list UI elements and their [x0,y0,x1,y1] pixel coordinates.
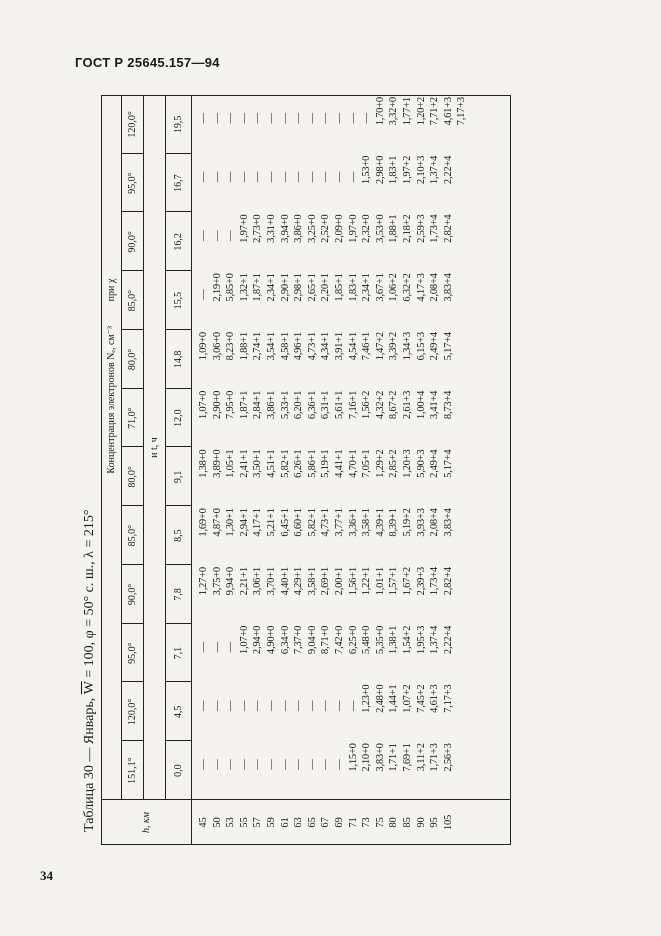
value-cell: 1,88+1 [238,332,250,361]
value-cell: 2,49+4 [429,332,441,361]
chi-value: 90,0° [126,231,138,253]
dash-cell: — [333,113,345,124]
dash-cell: — [361,113,373,124]
h-value: 53 [225,817,237,828]
data-column [197,273,455,326]
value-cell: 4,34+1 [320,332,332,361]
h-value: 50 [211,817,223,828]
data-column [197,450,455,503]
value-cell: 7,17+3 [456,97,468,126]
dash-cell: — [211,113,223,124]
dash-cell: — [279,113,291,124]
dash-cell: — [252,171,264,183]
value-cell: 1,15+0 [347,743,359,772]
value-cell: 2,10+3 [415,155,427,185]
value-cell: 7,37+0 [293,625,305,655]
value-cell: 1,37+4 [429,155,441,185]
t-value: 7,8 [172,588,184,601]
chi-value: 151,1° [126,757,138,784]
dash-cell: — [225,230,237,242]
chi-value: 80,0° [126,466,138,488]
value-cell: 1,88+1 [388,214,400,243]
value-cell: 3,58+1 [361,508,373,537]
dash-cell: — [265,759,277,770]
value-cell: 2,94+1 [238,508,250,537]
h-value: 105 [442,814,454,831]
value-cell: 2,82+4 [442,567,454,596]
dash-cell: — [211,700,223,712]
dash-cell: — [306,113,318,124]
caption-prefix: Таблица 30 — Январь, [82,694,97,832]
value-cell: 1,01+1 [374,567,386,596]
value-cell: 3,25+0 [306,214,318,243]
value-cell: 5,35+0 [374,625,386,655]
value-cell: 1,34+3 [401,332,413,361]
value-cell: 2,98+1 [293,273,305,302]
value-cell: 1,06+2 [388,273,400,302]
value-cell: 5,82+1 [306,508,318,537]
value-cell: 1,07+2 [401,684,413,713]
value-cell: 3,91+1 [333,332,345,361]
value-cell: 1,87+1 [252,273,264,302]
value-cell: 5,61+1 [333,390,345,420]
dash-cell: — [198,171,209,183]
value-cell: 6,32+2 [401,273,413,302]
value-cell: 3,83+4 [442,273,454,302]
h-value: 75 [374,817,386,828]
value-cell: 1,07+0 [238,625,250,655]
value-cell: 4,51+1 [265,449,277,478]
dash-cell: — [333,700,345,712]
table-border-bottom [510,95,511,845]
value-cell: 1,56+1 [347,567,359,596]
value-cell: 4,73+1 [306,332,318,361]
dash-cell: — [347,171,359,183]
value-cell: 2,22+4 [442,625,454,655]
t-value: 16,2 [172,233,184,251]
dash-cell: — [211,641,223,653]
dash-cell: — [333,759,345,770]
value-cell: 6,45+1 [279,508,291,537]
value-cell: 2,56+3 [442,743,454,772]
value-cell: 7,69+1 [401,743,413,772]
t-value: 0,0 [172,764,184,777]
h-value: 55 [238,817,250,828]
value-cell: 2,08+4 [429,273,441,302]
value-cell: 1,20+2 [415,97,427,126]
data-table [101,95,511,845]
value-cell: 2,09+0 [333,214,345,243]
value-cell: 2,74+1 [252,332,264,361]
h-value: 45 [198,817,209,828]
value-cell: 3,53+0 [374,214,386,243]
value-cell: 2,82+4 [442,214,454,243]
dash-cell: — [320,700,332,712]
value-cell: 4,61+3 [429,684,441,713]
rotated-table [101,95,511,845]
value-cell: 5,48+0 [361,625,373,655]
value-cell: 1,95+3 [415,625,427,655]
value-cell: 1,23+0 [361,684,373,713]
dash-cell: — [306,700,318,712]
dash-cell: — [293,700,305,712]
value-cell: 4,17+1 [252,508,264,537]
value-cell: 2,18+2 [401,214,413,243]
value-cell: 8,71+0 [320,625,332,655]
h-value: 80 [388,817,400,828]
value-cell: 5,19+1 [320,449,332,478]
concentration-header: Концентрация электронов Nₑ, см⁻³ [105,326,117,474]
value-cell: 2,61+3 [401,390,413,420]
dash-cell: — [252,759,264,770]
dash-cell: — [198,700,209,712]
value-cell: 3,58+1 [306,567,318,596]
value-cell: 4,96+1 [293,332,305,361]
chi-value: 85,0° [126,524,138,547]
value-cell: 3,39+2 [388,332,400,361]
value-cell: 5,21+1 [265,508,277,537]
data-column [197,685,455,738]
value-cell: 1,70+0 [374,97,386,126]
dash-cell: — [320,113,332,124]
value-cell: 1,56+2 [361,390,373,420]
dash-cell: — [238,759,250,770]
value-cell: 2,19+0 [211,273,223,302]
value-cell: 2,49+4 [429,449,441,478]
value-cell: 4,90+0 [265,625,277,655]
value-cell: 7,71+2 [429,97,441,126]
value-cell: 3,83+4 [442,508,454,537]
value-cell: 1,38+1 [388,625,400,655]
value-cell: 1,87+1 [238,390,250,420]
value-cell: 3,67+1 [374,273,386,302]
data-column [197,743,455,796]
value-cell: 6,60+1 [293,508,305,537]
value-cell: 3,86+0 [293,214,305,243]
value-cell: 7,46+1 [361,332,373,361]
h-value: 59 [265,817,277,828]
dash-cell: — [198,289,209,300]
dash-cell: — [347,700,359,712]
dash-cell: — [225,171,237,183]
value-cell: 3,75+0 [211,567,223,596]
dash-cell: — [265,700,277,712]
h-values [197,800,455,845]
value-cell: 8,23+0 [225,332,237,361]
dash-cell: — [293,113,305,124]
dash-cell: — [265,171,277,183]
value-cell: 2,32+0 [361,214,373,243]
h-value: 61 [279,817,291,828]
dash-cell: — [238,171,250,183]
value-cell: 2,48+0 [374,684,386,713]
data-column [197,567,455,620]
value-cell: 5,17+4 [442,332,454,361]
value-cell: 2,08+4 [429,508,441,537]
chi-value: 120,0° [126,698,138,726]
value-cell: 1,83+1 [388,155,400,185]
value-cell: 1,27+0 [198,567,209,596]
value-cell: 2,90+1 [279,273,291,302]
value-cell: 3,83+0 [374,743,386,772]
value-cell: 4,41+1 [333,449,345,478]
value-cell: 6,36+1 [306,390,318,420]
t-header: и t, ч [148,437,160,458]
caption-suffix: = 100, φ = 50° с. ш., λ = 215° [82,509,97,682]
value-cell: 4,58+1 [279,332,291,361]
data-column [197,508,455,561]
dash-cell: — [198,759,209,770]
value-cell: 7,45+2 [415,684,427,713]
t-value: 9,1 [172,470,184,484]
t-value: 16,7 [172,174,184,192]
value-cell: 7,42+0 [333,625,345,655]
value-cell: 1,97+2 [401,155,413,185]
value-cell: 2,10+0 [361,743,373,772]
h-value: 69 [333,817,345,828]
value-cell: 2,34+1 [361,273,373,302]
chi-value: 71,0° [126,407,138,429]
data-column [197,391,455,444]
h-value: 57 [252,817,264,828]
dash-cell: — [279,171,291,183]
value-cell: 1,71+3 [429,743,441,772]
value-cell: 2,84+1 [252,390,264,420]
value-cell: 6,15+3 [415,332,427,361]
chi-value: 90,0° [126,583,138,606]
value-cell: 2,90+0 [211,390,223,420]
value-cell: 2,85+2 [388,449,400,478]
document-header: ГОСТ Р 25645.157—94 [75,55,220,70]
value-cell: 2,39+3 [415,567,427,596]
value-cell: 7,05+1 [361,449,373,478]
value-cell: 5,33+1 [279,390,291,420]
value-cell: 1,85+1 [333,273,345,302]
t-value: 15,5 [172,291,184,310]
value-cell: 3,93+3 [415,508,427,537]
value-cell: 6,34+0 [279,625,291,655]
dash-cell: — [306,171,318,183]
value-cell: 1,97+0 [347,214,359,243]
value-cell: 1,38+0 [198,449,209,478]
dash-cell: — [238,113,250,124]
chi-value: 95,0° [126,172,138,194]
value-cell: 1,09+0 [198,332,209,361]
value-cell: 4,70+1 [347,449,359,478]
h-value: 85 [401,817,413,828]
chi-value: 85,0° [126,289,138,312]
value-cell: 3,11+2 [415,743,427,772]
h-value: 95 [429,817,441,828]
value-cell: 3,70+1 [265,567,277,596]
value-cell: 8,73+4 [442,390,454,420]
data-column [197,626,455,679]
value-cell: 1,20+3 [401,449,413,478]
dash-cell: — [225,700,237,712]
value-cell: 3,06+0 [211,332,223,361]
value-cell: 4,32+2 [374,390,386,420]
value-cell: 1,44+1 [388,684,400,713]
value-cell: 1,29+2 [374,449,386,478]
value-cell: 4,54+1 [347,332,359,361]
dash-cell: — [211,759,223,770]
dash-cell: — [279,759,291,770]
value-cell: 2,21+1 [238,567,250,596]
value-cell: 5,19+2 [401,508,413,537]
dash-cell: — [225,759,237,770]
value-cell: 1,30+1 [225,508,237,537]
h-column-header: h, км [140,811,152,834]
t-value: 7,1 [172,646,184,660]
chi-value: 80,0° [126,348,138,371]
value-cell: 3,54+1 [265,332,277,361]
dash-cell: — [347,113,359,124]
value-cell: 5,90+3 [415,449,427,478]
value-cell: 3,36+1 [347,508,359,537]
value-cell: 2,65+1 [306,273,318,302]
value-cell: 1,00+4 [415,390,427,420]
t-value: 19,5 [172,115,184,134]
value-cell: 1,71+1 [388,743,400,772]
dash-cell: — [320,171,332,183]
t-value: 12,0 [172,409,184,427]
value-cell: 2,41+1 [238,449,250,478]
value-cell: 1,77+1 [401,97,413,126]
value-cell: 1,69+0 [198,508,209,537]
value-cell: 3,94+0 [279,214,291,243]
value-cell: 3,41+4 [429,390,441,420]
value-cell: 2,20+1 [320,273,332,302]
header-rule-data [191,95,192,845]
value-cell: 3,50+1 [252,449,264,478]
value-cell: 1,07+0 [198,390,209,420]
value-cell: 7,17+3 [442,684,454,713]
caption-w-overline: $\overline{W}$ [82,681,97,695]
dash-cell: — [252,700,264,712]
value-cell: 6,26+1 [293,449,305,478]
value-cell: 3,31+0 [265,214,277,243]
value-cell: 1,32+1 [238,273,250,302]
value-cell: 1,47+2 [374,332,386,361]
t-value: 4,5 [172,705,184,719]
chi-value: 95,0° [126,642,138,664]
value-cell: 6,25+0 [347,625,359,655]
dash-cell: — [279,700,291,712]
value-cell: 1,22+1 [361,567,373,596]
value-cell: 5,86+1 [306,449,318,478]
value-cell: 1,73+4 [429,214,441,243]
dash-cell: — [306,759,318,770]
value-cell: 4,73+1 [320,508,332,537]
value-cell: 4,29+1 [293,567,305,596]
value-cell: 2,00+1 [333,567,345,596]
dash-cell: — [198,230,209,242]
value-cell: 6,31+1 [320,390,332,420]
dash-cell: — [293,759,305,770]
value-cell: 4,40+1 [279,567,291,596]
dash-cell: — [211,230,223,242]
dash-cell: — [293,171,305,183]
dash-cell: — [198,641,209,653]
value-cell: 1,83+1 [347,273,359,302]
value-cell: 7,95+0 [225,390,237,420]
value-cell: 1,54+2 [401,625,413,655]
value-cell: 5,82+1 [279,449,291,478]
value-cell: 2,59+3 [415,214,427,243]
dash-cell: — [320,759,332,770]
value-cell: 2,94+0 [252,625,264,655]
value-cell: 1,57+1 [388,567,400,596]
h-value: 63 [293,817,305,828]
value-cell: 3,06+1 [252,567,264,596]
value-cell: 1,53+0 [361,155,373,185]
data-column [197,215,455,268]
h-value: 71 [347,817,359,828]
data-column [197,97,469,150]
value-cell: 3,32+0 [388,97,400,126]
value-cell: 2,73+0 [252,214,264,243]
value-cell: 1,97+0 [238,214,250,243]
value-cell: 2,52+0 [320,214,332,243]
value-cell: 9,04+0 [306,625,318,655]
value-cell: 1,37+4 [429,625,441,655]
value-cell: 8,67+2 [388,390,400,420]
dash-cell: — [252,113,264,124]
value-cell: 4,17+3 [415,273,427,302]
value-cell: 4,39+1 [374,508,386,537]
value-cell: 1,67+2 [401,567,413,596]
data-column [197,156,455,209]
dash-cell: — [333,171,345,183]
t-value: 8,5 [172,529,184,542]
value-cell: 5,85+0 [225,273,237,302]
h-value: 73 [361,817,373,828]
value-cell: 3,89+0 [211,449,223,478]
data-column [197,332,455,385]
chi-value: 120,0° [126,111,138,138]
value-cell: 6,20+1 [293,390,305,420]
value-cell: 2,22+4 [442,155,454,185]
value-cell: 9,94+0 [225,567,237,596]
value-cell: 3,86+1 [265,390,277,420]
chi-header: при χ [105,278,117,302]
h-value: 67 [320,817,332,828]
dash-cell: — [225,113,237,124]
dash-cell: — [198,113,209,124]
h-value: 65 [306,817,318,828]
value-cell: 1,73+4 [429,567,441,596]
value-cell: 2,69+1 [320,567,332,596]
value-cell: 7,16+1 [347,390,359,420]
t-value: 14,8 [172,350,184,369]
table-caption [82,112,98,832]
value-cell: 4,61+3 [442,97,454,126]
value-cell: 3,77+1 [333,508,345,537]
value-cell: 4,87+0 [211,508,223,537]
value-cell: 2,98+0 [374,155,386,185]
dash-cell: — [211,171,223,183]
value-cell: 1,05+1 [225,449,237,478]
dash-cell: — [225,641,237,653]
dash-cell: — [238,700,250,712]
dash-cell: — [265,113,277,124]
h-value: 90 [415,817,427,828]
value-cell: 5,17+4 [442,449,454,478]
value-cell: 2,34+1 [265,273,277,302]
value-cell: 8,39+1 [388,508,400,537]
page-number: 34 [40,868,53,883]
